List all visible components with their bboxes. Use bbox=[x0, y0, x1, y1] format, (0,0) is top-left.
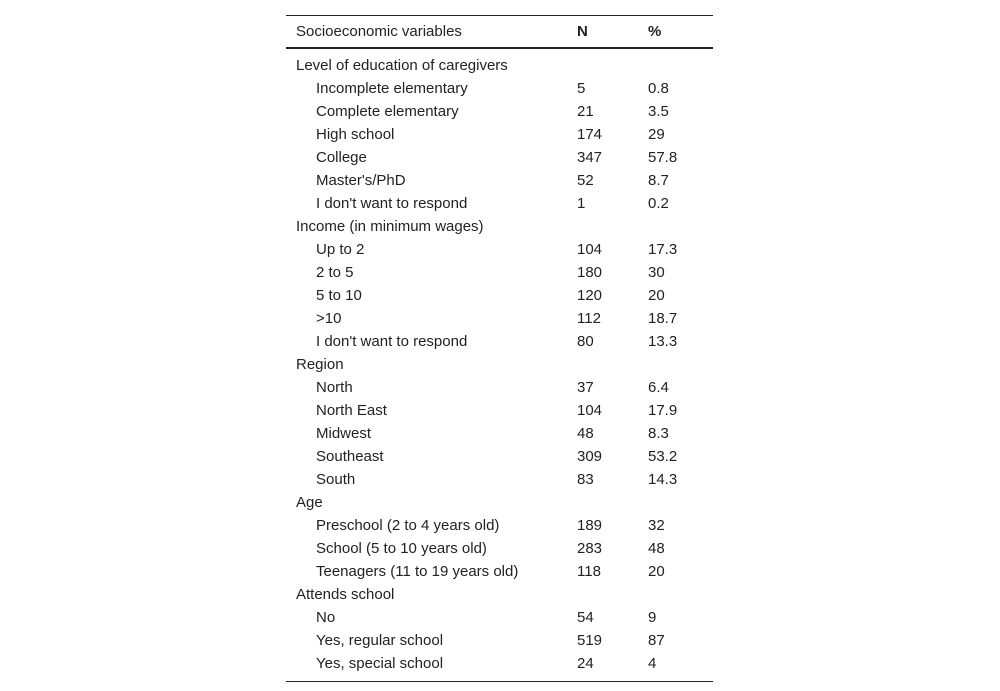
table-body bbox=[286, 48, 713, 682]
table-row bbox=[286, 629, 713, 652]
row-label: Incomplete elementary bbox=[316, 80, 468, 97]
row-n: 52 bbox=[577, 172, 594, 189]
row-label: No bbox=[316, 609, 336, 626]
row-label: South bbox=[316, 471, 356, 488]
row-n: 37 bbox=[577, 379, 594, 396]
row-n: 118 bbox=[577, 563, 601, 580]
row-label: >10 bbox=[316, 310, 342, 327]
row-n: 120 bbox=[577, 287, 603, 304]
table-row bbox=[286, 192, 713, 215]
row-percent: 20 bbox=[648, 287, 665, 304]
row-percent: 6.4 bbox=[648, 379, 669, 396]
table-row bbox=[286, 514, 713, 537]
table-header bbox=[286, 16, 713, 49]
row-percent: 20 bbox=[648, 563, 665, 580]
section-row bbox=[286, 583, 713, 606]
empty-cell bbox=[567, 491, 638, 514]
socioeconomic-table bbox=[286, 15, 713, 682]
empty-cell bbox=[567, 583, 638, 606]
table-row bbox=[286, 422, 713, 445]
table-row bbox=[286, 537, 713, 560]
row-n: 189 bbox=[577, 517, 603, 534]
section-row bbox=[286, 48, 713, 77]
header-percent: % bbox=[648, 23, 662, 40]
row-label: College bbox=[316, 149, 367, 166]
row-n: 180 bbox=[577, 264, 603, 281]
row-label: Master's/PhD bbox=[316, 172, 406, 189]
row-percent: 53.2 bbox=[648, 448, 678, 465]
table-row bbox=[286, 560, 713, 583]
row-n: 24 bbox=[577, 655, 594, 672]
table-row bbox=[286, 307, 713, 330]
row-percent: 3.5 bbox=[648, 103, 669, 120]
row-percent: 8.7 bbox=[648, 172, 669, 189]
socioeconomic-table-container bbox=[286, 15, 713, 682]
row-percent: 0.8 bbox=[648, 80, 669, 97]
row-label: North East bbox=[316, 402, 387, 419]
row-percent: 17.9 bbox=[648, 402, 678, 419]
row-n: 54 bbox=[577, 609, 594, 626]
row-label: Yes, regular school bbox=[316, 632, 444, 649]
table-row bbox=[286, 261, 713, 284]
row-label: Teenagers (11 to 19 years old) bbox=[316, 563, 519, 580]
row-label: Preschool (2 to 4 years old) bbox=[316, 517, 500, 534]
row-n: 83 bbox=[577, 471, 594, 488]
empty-cell bbox=[638, 215, 713, 238]
row-percent: 4 bbox=[648, 655, 657, 672]
row-label: High school bbox=[316, 126, 395, 143]
empty-cell bbox=[638, 491, 713, 514]
empty-cell bbox=[567, 353, 638, 376]
section-title: Attends school bbox=[296, 586, 395, 603]
row-label: Southeast bbox=[316, 448, 384, 465]
row-n: 519 bbox=[577, 632, 603, 649]
row-percent: 14.3 bbox=[648, 471, 678, 488]
empty-cell bbox=[567, 215, 638, 238]
table-row bbox=[286, 146, 713, 169]
header-n: N bbox=[577, 23, 588, 40]
row-percent: 57.8 bbox=[648, 149, 678, 166]
row-percent: 87 bbox=[648, 632, 665, 649]
table-row bbox=[286, 330, 713, 353]
table-row bbox=[286, 399, 713, 422]
row-label: I don't want to respond bbox=[316, 195, 468, 212]
row-percent: 9 bbox=[648, 609, 657, 626]
row-label: Complete elementary bbox=[316, 103, 459, 120]
table-row bbox=[286, 468, 713, 491]
row-label: Yes, special school bbox=[316, 655, 444, 672]
row-percent: 18.7 bbox=[648, 310, 678, 327]
row-n: 174 bbox=[577, 126, 603, 143]
row-percent: 8.3 bbox=[648, 425, 669, 442]
row-n: 48 bbox=[577, 425, 594, 442]
table-row bbox=[286, 376, 713, 399]
table-row bbox=[286, 606, 713, 629]
row-label: North bbox=[316, 379, 353, 396]
empty-cell bbox=[567, 48, 638, 77]
empty-cell bbox=[638, 353, 713, 376]
table-row bbox=[286, 123, 713, 146]
table-row bbox=[286, 238, 713, 261]
table-row bbox=[286, 284, 713, 307]
row-n: 112 bbox=[577, 310, 601, 327]
section-title: Level of education of caregivers bbox=[296, 56, 508, 74]
row-percent: 30 bbox=[648, 264, 665, 281]
row-percent: 32 bbox=[648, 517, 665, 534]
row-n: 283 bbox=[577, 540, 603, 557]
row-percent: 48 bbox=[648, 540, 665, 557]
section-title: Income (in minimum wages) bbox=[296, 218, 484, 235]
row-n: 80 bbox=[577, 333, 594, 350]
row-label: Midwest bbox=[316, 425, 372, 442]
header-row bbox=[286, 16, 713, 49]
row-n: 1 bbox=[577, 195, 586, 212]
section-row bbox=[286, 353, 713, 376]
row-n: 309 bbox=[577, 448, 603, 465]
row-percent: 0.2 bbox=[648, 195, 669, 212]
row-label: Up to 2 bbox=[316, 241, 365, 258]
table-row bbox=[286, 169, 713, 192]
section-row bbox=[286, 215, 713, 238]
header-variable: Socioeconomic variables bbox=[296, 23, 462, 40]
row-n: 347 bbox=[577, 149, 603, 166]
section-row bbox=[286, 491, 713, 514]
row-n: 104 bbox=[577, 402, 603, 419]
row-n: 21 bbox=[577, 103, 594, 120]
section-title: Age bbox=[296, 494, 323, 511]
row-label: 5 to 10 bbox=[316, 287, 362, 304]
empty-cell bbox=[638, 583, 713, 606]
row-n: 5 bbox=[577, 80, 586, 97]
row-percent: 17.3 bbox=[648, 241, 678, 258]
row-percent: 13.3 bbox=[648, 333, 678, 350]
row-label: 2 to 5 bbox=[316, 264, 354, 281]
table-row bbox=[286, 652, 713, 682]
row-percent: 29 bbox=[648, 126, 665, 143]
row-label: I don't want to respond bbox=[316, 333, 468, 350]
section-title: Region bbox=[296, 356, 344, 373]
table-row bbox=[286, 100, 713, 123]
table-row bbox=[286, 77, 713, 100]
row-label: School (5 to 10 years old) bbox=[316, 540, 487, 557]
table-row bbox=[286, 445, 713, 468]
empty-cell bbox=[638, 48, 713, 77]
row-n: 104 bbox=[577, 241, 603, 258]
